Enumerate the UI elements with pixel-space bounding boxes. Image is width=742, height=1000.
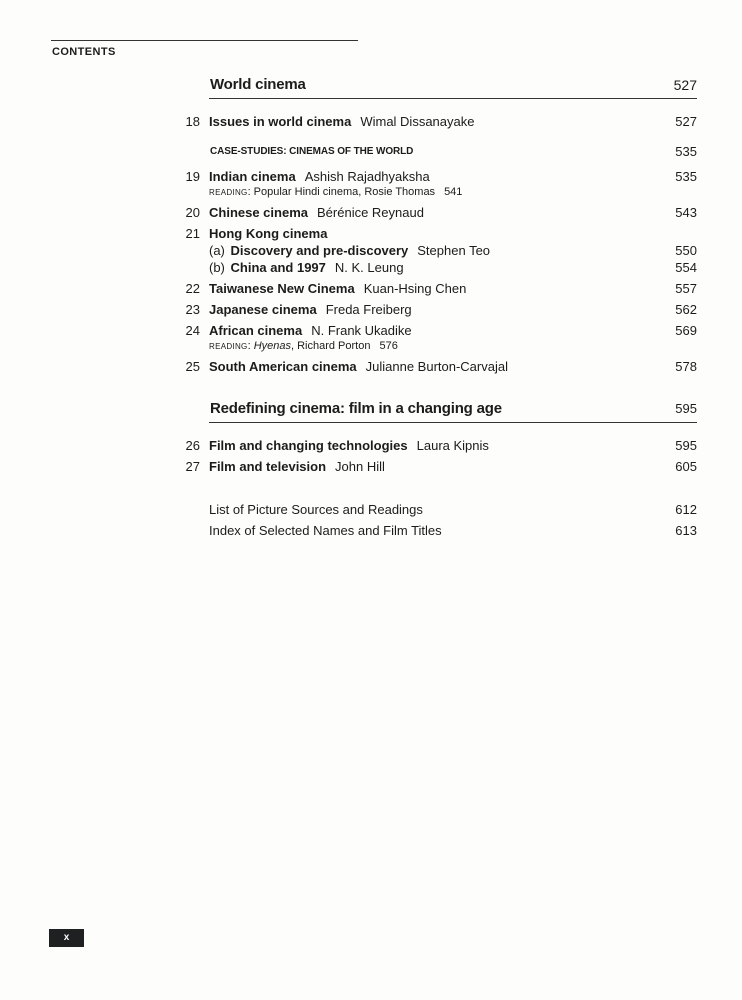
part-title-redefining-cinema: Redefining cinema: film in a changing age bbox=[210, 400, 502, 417]
chapter-entry-24 bbox=[209, 323, 412, 338]
chapter-number: 21 bbox=[185, 226, 200, 241]
reading-text: : Popular Hindi cinema, Rosie Thomas bbox=[247, 186, 436, 198]
case-studies-heading: CASE-STUDIES: CINEMAS OF THE WORLD bbox=[210, 146, 414, 157]
page-folio: x bbox=[49, 929, 84, 947]
chapter-title: Indian cinema bbox=[209, 169, 296, 184]
subchapter-title: Discovery and pre-discovery bbox=[230, 243, 409, 258]
subchapter-label: (b) bbox=[209, 260, 225, 275]
chapter-author: John Hill bbox=[335, 459, 385, 474]
chapter-entry-27 bbox=[209, 459, 385, 474]
chapter-author: Wimal Dissanayake bbox=[360, 114, 475, 129]
chapter-entry-25 bbox=[209, 359, 508, 374]
subchapter-author: Stephen Teo bbox=[417, 243, 491, 258]
reading-page: 576 bbox=[379, 340, 398, 352]
endmatter-page: 613 bbox=[675, 523, 697, 538]
subchapter-page: 550 bbox=[675, 243, 697, 258]
chapter-title: Taiwanese New Cinema bbox=[209, 281, 355, 296]
chapter-author: Freda Freiberg bbox=[325, 302, 412, 317]
reading-page: 541 bbox=[444, 186, 463, 198]
subchapter-title: China and 1997 bbox=[230, 260, 326, 275]
chapter-page: 562 bbox=[675, 302, 697, 317]
running-header: CONTENTS bbox=[52, 46, 116, 58]
subchapter-entry-a bbox=[209, 243, 490, 258]
chapter-page: 535 bbox=[675, 169, 697, 184]
chapter-title: Chinese cinema bbox=[209, 205, 308, 220]
chapter-entry-18 bbox=[209, 114, 474, 129]
chapter-title: African cinema bbox=[209, 323, 303, 338]
chapter-entry-22 bbox=[209, 281, 466, 296]
chapter-number: 22 bbox=[185, 281, 200, 296]
reading-film-title: Hyenas bbox=[253, 340, 291, 352]
part-page-redefining-cinema: 595 bbox=[675, 401, 697, 416]
chapter-entry-19 bbox=[209, 169, 430, 184]
case-studies-page: 535 bbox=[675, 144, 697, 159]
chapter-title: Film and changing technologies bbox=[209, 438, 408, 453]
endmatter-index: Index of Selected Names and Film Titles bbox=[209, 523, 442, 538]
chapter-page: 569 bbox=[675, 323, 697, 338]
chapter-title: Film and television bbox=[209, 459, 327, 474]
header-rule bbox=[51, 40, 358, 41]
chapter-number: 25 bbox=[185, 359, 200, 374]
reading-entry: READING: Hyenas, Richard Porton 576 bbox=[209, 340, 398, 352]
subchapter-author: N. K. Leung bbox=[334, 260, 404, 275]
chapter-title: Japanese cinema bbox=[209, 302, 317, 317]
endmatter-page: 612 bbox=[675, 502, 697, 517]
reading-label: READING bbox=[209, 342, 248, 351]
reading-entry bbox=[209, 186, 462, 198]
subchapter-entry-b bbox=[209, 260, 404, 275]
chapter-number: 27 bbox=[185, 459, 200, 474]
chapter-title: South American cinema bbox=[209, 359, 357, 374]
chapter-page: 557 bbox=[675, 281, 697, 296]
reading-text: , Richard Porton bbox=[290, 340, 371, 352]
chapter-page: 527 bbox=[675, 114, 697, 129]
chapter-author: Kuan-Hsing Chen bbox=[363, 281, 467, 296]
chapter-author: Laura Kipnis bbox=[416, 438, 489, 453]
part-page-world-cinema: 527 bbox=[673, 77, 697, 93]
chapter-number: 26 bbox=[185, 438, 200, 453]
chapter-author: N. Frank Ukadike bbox=[311, 323, 412, 338]
chapter-entry-20 bbox=[209, 205, 424, 220]
chapter-number: 18 bbox=[185, 114, 200, 129]
chapter-entry-26 bbox=[209, 438, 489, 453]
chapter-number: 23 bbox=[185, 302, 200, 317]
chapter-author: Julianne Burton-Carvajal bbox=[365, 359, 508, 374]
chapter-entry-23 bbox=[209, 302, 412, 317]
chapter-author: Ashish Rajadhyaksha bbox=[304, 169, 430, 184]
part-rule bbox=[209, 422, 697, 423]
chapter-author: Bérénice Reynaud bbox=[317, 205, 424, 220]
subchapter-page: 554 bbox=[675, 260, 697, 275]
subchapter-label: (a) bbox=[209, 243, 225, 258]
chapter-number: 19 bbox=[185, 169, 200, 184]
chapter-page: 578 bbox=[675, 359, 697, 374]
chapter-number: 20 bbox=[185, 205, 200, 220]
chapter-number: 24 bbox=[185, 323, 200, 338]
reading-label: READING bbox=[209, 188, 248, 197]
chapter-title: Hong Kong cinema bbox=[209, 226, 328, 241]
chapter-page: 605 bbox=[675, 459, 697, 474]
chapter-page: 543 bbox=[675, 205, 697, 220]
endmatter-picture-sources: List of Picture Sources and Readings bbox=[209, 502, 423, 517]
chapter-title: Issues in world cinema bbox=[209, 114, 352, 129]
part-title-world-cinema: World cinema bbox=[210, 76, 306, 93]
chapter-entry-21 bbox=[209, 226, 327, 241]
part-rule bbox=[209, 98, 697, 99]
chapter-page: 595 bbox=[675, 438, 697, 453]
